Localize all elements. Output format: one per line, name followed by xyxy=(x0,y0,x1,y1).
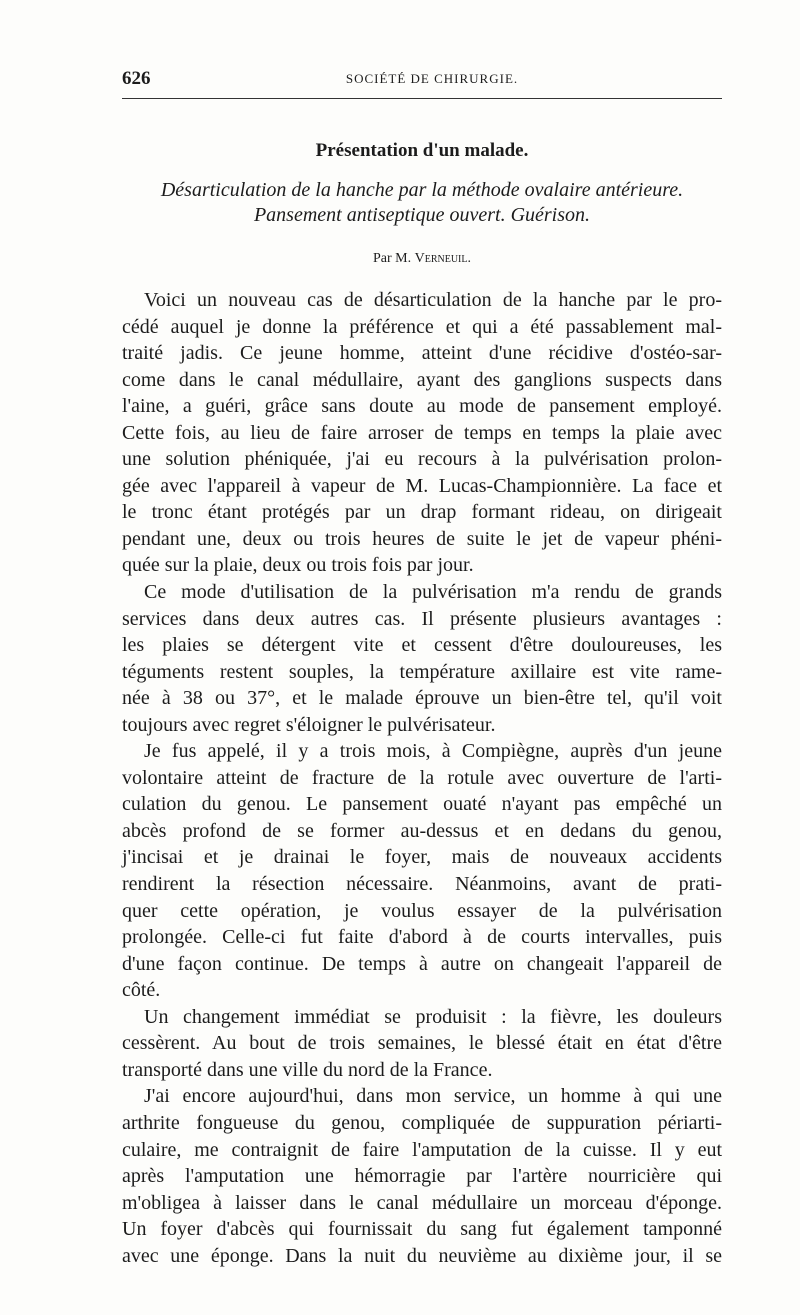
text-line: Voici un nouveau cas de désarticulation de la hanche par le pro- xyxy=(144,289,722,311)
text-line: cédé auquel je donne la préférence et qui a été passablement mal- xyxy=(122,315,722,338)
text-line: culation du genou. Le pansement ouaté n'ayant pas empêché un xyxy=(122,793,722,816)
text-line: arthrite fongueuse du genou, compliquée de suppuration périarti- xyxy=(122,1111,722,1134)
text-line: le tronc étant protégés par un drap formant rideau, on dirigeait xyxy=(122,501,722,524)
text-line: Cette fois, au lieu de faire arroser de temps en temps la plaie avec xyxy=(122,421,722,444)
text-line: Un changement immédiat se produisit : la fièvre, les douleurs xyxy=(144,1005,722,1028)
text-line: née à 38 ou 37°, et le malade éprouve un bien-être tel, qu'il voit xyxy=(122,687,722,710)
text-line: avec une éponge. Dans la nuit du neuvième au dixième jour, il se xyxy=(122,1244,722,1267)
text-line: prolongée. Celle-ci fut faite d'abord à de courts intervalles, puis xyxy=(122,926,722,949)
text-line: cessèrent. Au bout de trois semaines, le blessé était en état d'être xyxy=(122,1032,722,1055)
body-text xyxy=(122,287,722,1269)
text-line: quer cette opération, je voulus essayer de la pulvérisation xyxy=(122,899,722,922)
page-number: 626 xyxy=(122,68,151,89)
journal-title: SOCIÉTÉ DE CHIRURGIE. xyxy=(345,71,519,86)
author-byline xyxy=(122,251,722,267)
text-line: pendant une, deux ou trois heures de suite le jet de vapeur phéni- xyxy=(122,527,722,550)
article-subtitle xyxy=(122,178,722,228)
text-line: services dans deux autres cas. Il présente plusieurs avantages : xyxy=(122,607,722,630)
text-line: côté. xyxy=(122,979,161,1002)
text-line: abcès profond de se former au-dessus et en dedans du genou, xyxy=(122,819,722,842)
text-line: rendirent la résection nécessaire. Néanmoins, avant de prati- xyxy=(122,873,722,896)
text-line: une solution phéniquée, j'ai eu recours à la pulvérisation prolon- xyxy=(122,448,722,471)
text-line: d'une façon continue. De temps à autre on changeait l'appareil de xyxy=(122,952,722,975)
text-line: les plaies se détergent vite et cessent d'être douloureuses, les xyxy=(122,634,722,657)
subtitle-line-1: Désarticulation de la hanche par la méthode ovalaire antérieure. xyxy=(160,179,684,201)
text-line: traité jadis. Ce jeune homme, atteint d'une récidive d'ostéo-sar- xyxy=(122,342,722,365)
author-prefix: Par M. xyxy=(372,251,412,266)
text-line: après l'amputation une hémorragie par l'artère nourricière qui xyxy=(122,1165,722,1188)
text-line: J'ai encore aujourd'hui, dans mon service, un homme à qui une xyxy=(144,1085,722,1108)
text-line: gée avec l'appareil à vapeur de M. Lucas-Championnière. La face et xyxy=(122,474,722,497)
text-line: m'obligea à laisser dans le canal médullaire un morceau d'éponge. xyxy=(122,1191,722,1214)
text-line: culaire, me contraignit de faire l'amputation de la cuisse. Il y eut xyxy=(122,1138,722,1161)
subtitle-line-2: Pansement antiseptique ouvert. Guérison. xyxy=(253,204,591,226)
text-line: Ce mode d'utilisation de la pulvérisation m'a rendu de grands xyxy=(144,581,722,604)
running-head xyxy=(122,68,722,90)
text-line: l'aine, a guéri, grâce sans doute au mode de pansement employé. xyxy=(122,395,722,418)
text-line: volontaire atteint de fracture de la rotule avec ouverture de l'arti- xyxy=(122,766,722,789)
text-line: transporté dans une ville du nord de la France. xyxy=(122,1058,493,1081)
text-line: quée sur la plaie, deux ou trois fois par jour. xyxy=(122,554,474,577)
text-line: toujours avec regret s'éloigner le pulvérisateur. xyxy=(122,713,496,736)
author-name: Verneuil. xyxy=(414,251,471,266)
text-line: téguments restent souples, la température axillaire est vite rame- xyxy=(122,660,722,683)
header-rule xyxy=(122,98,722,99)
text-line: Un foyer d'abcès qui fournissait du sang fut également tamponné xyxy=(122,1218,722,1241)
article-title: Présentation d'un malade. xyxy=(315,140,529,161)
text-line: come dans le canal médullaire, ayant des ganglions suspects dans xyxy=(122,368,722,391)
text-line: Je fus appelé, il y a trois mois, à Compiègne, auprès d'un jeune xyxy=(144,740,722,763)
text-line: j'incisai et je drainai le foyer, mais de nouveaux accidents xyxy=(122,846,722,869)
